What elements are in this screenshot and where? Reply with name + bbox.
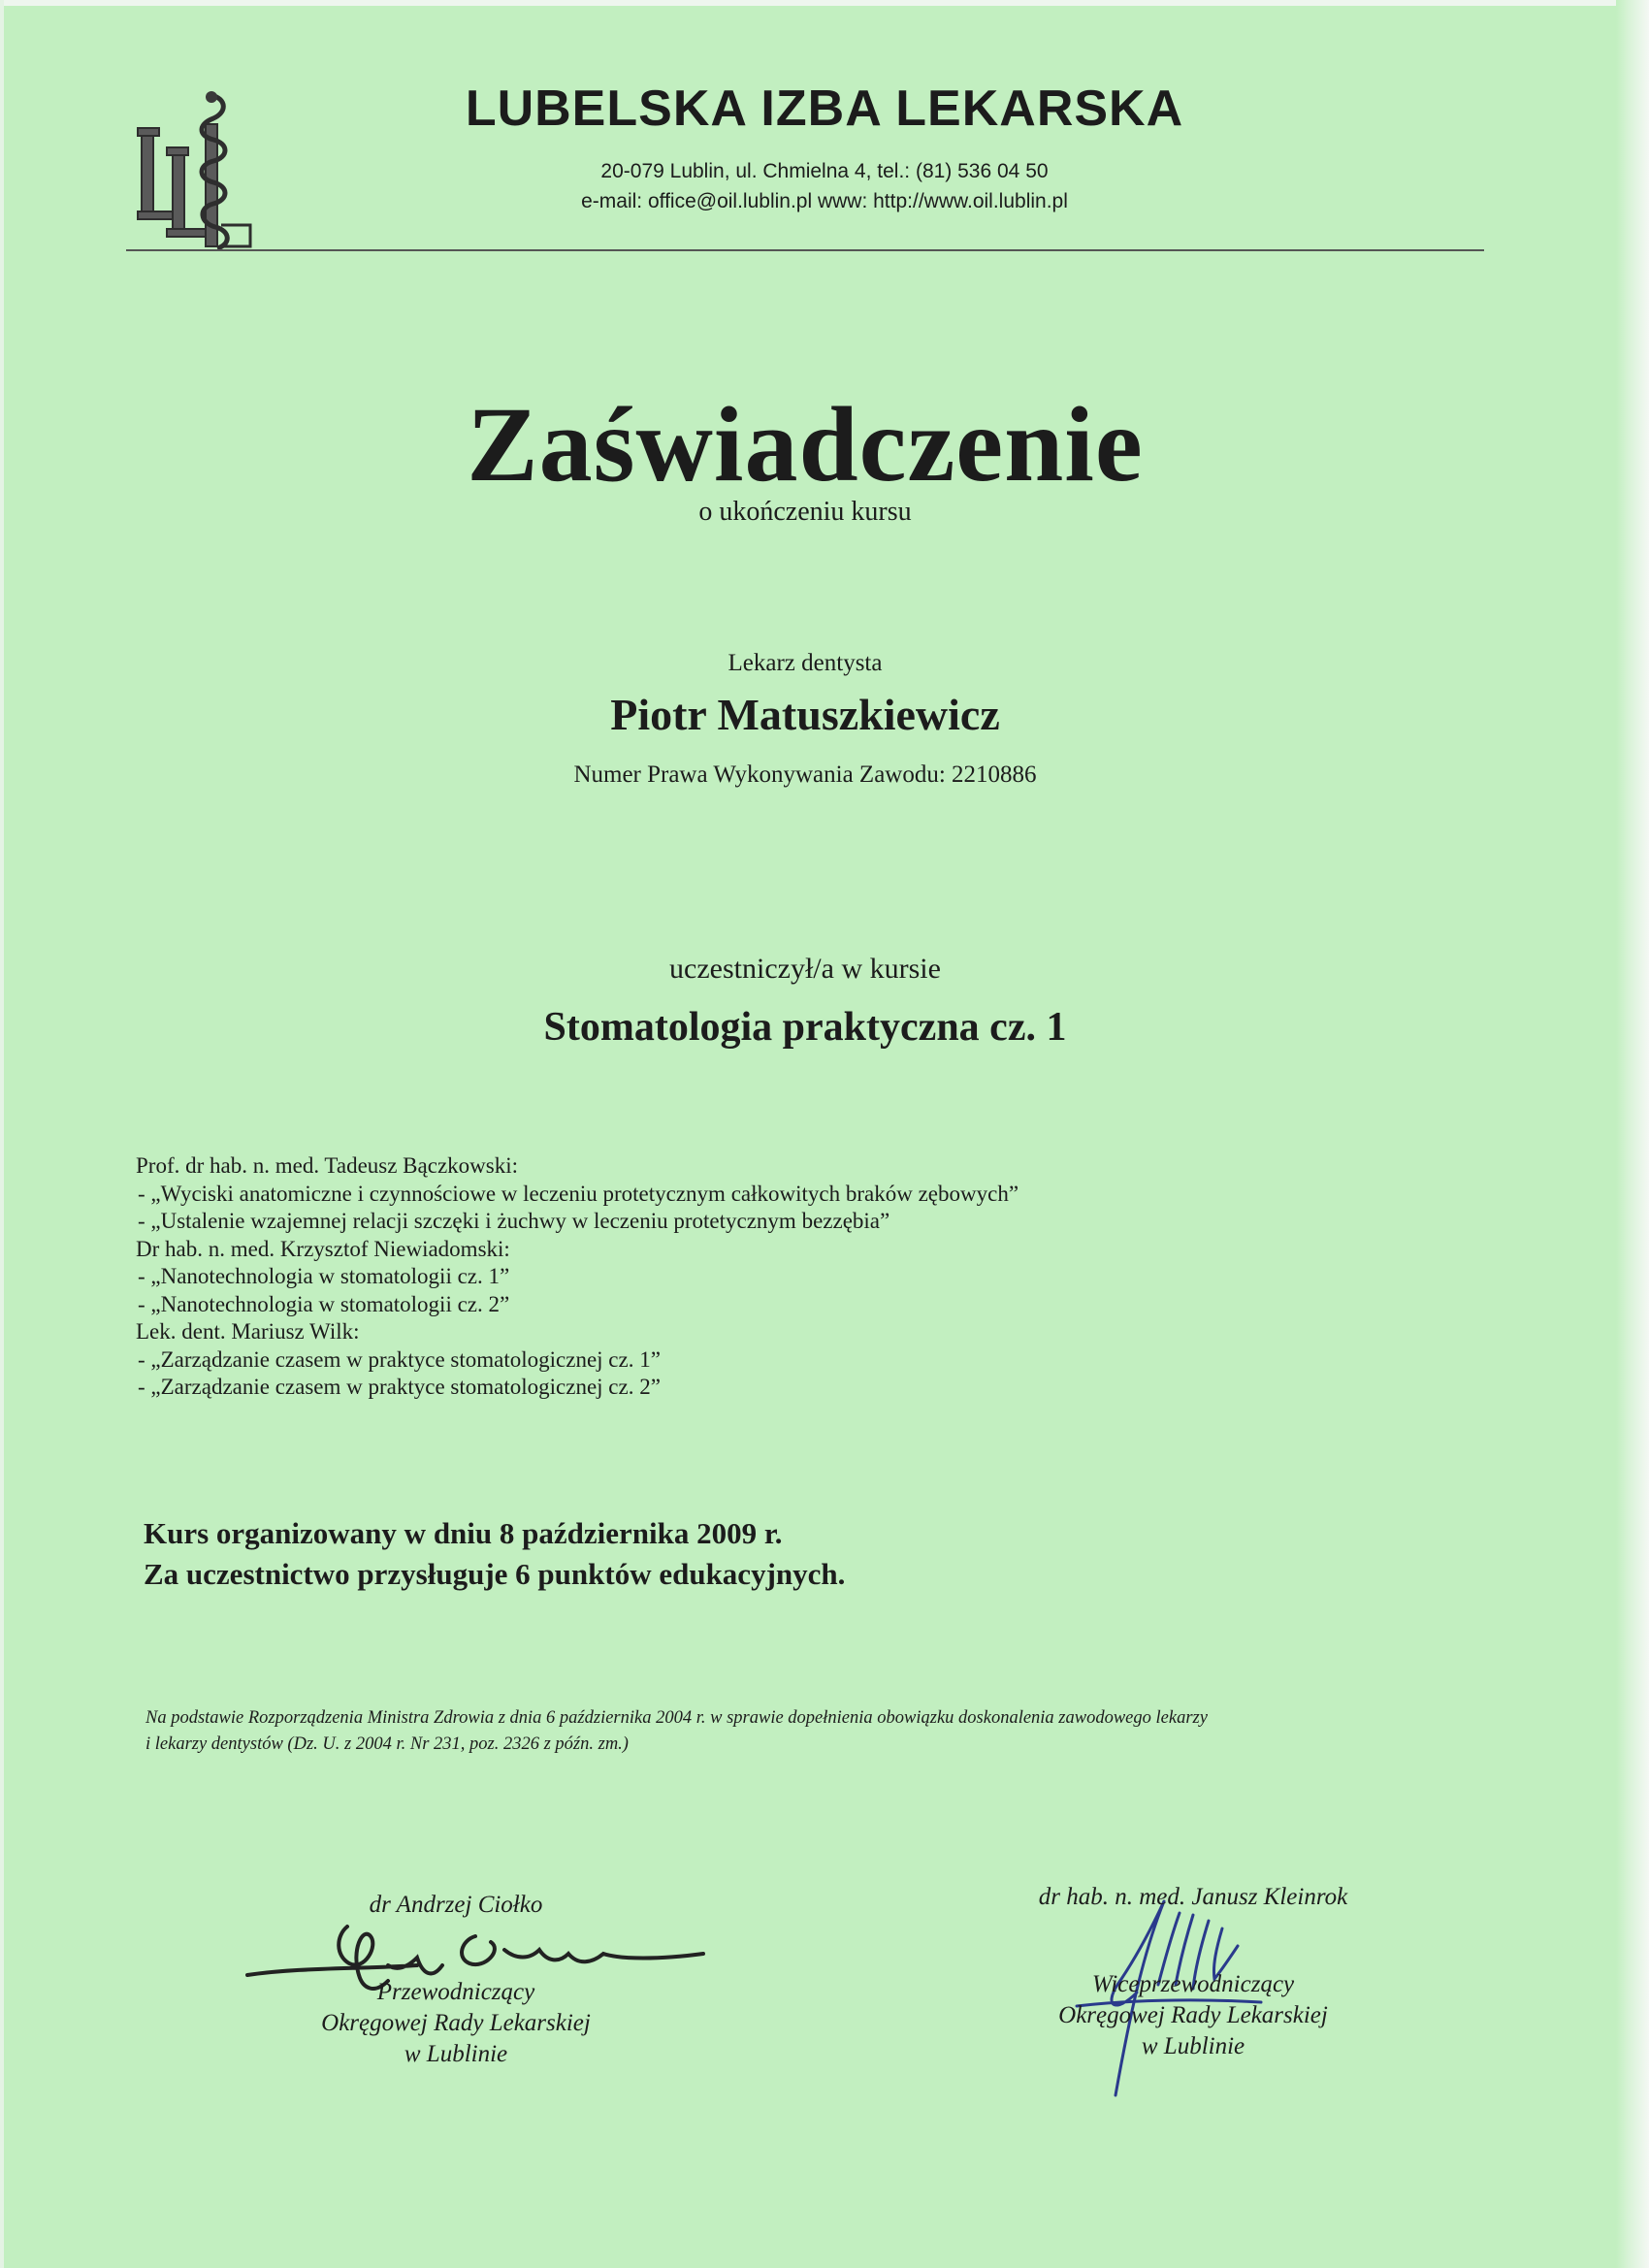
signatory-name: dr hab. n. med. Janusz Kleinrok [1038, 1884, 1348, 1910]
signatory-role: w Lublinie [404, 2041, 508, 2067]
certificate-title: Zaświadczenie [467, 385, 1144, 503]
signatory-role: Wiceprzewodniczący [1091, 1971, 1295, 1997]
lecture-item: - „Nanotechnologia w stomatologii cz. 2” [138, 1291, 510, 1316]
education-points: Za uczestnictwo przysługuje 6 punktów edukacyjnych. [144, 1557, 846, 1591]
legal-basis-line: i lekarzy dentystów (Dz. U. z 2004 r. Nr 231, poz. 2326 z późn. zm.) [146, 1734, 629, 1754]
lecture-item: - „Ustalenie wzajemnej relacji szczęki i żuchwy w leczeniu protetycznym bezzębia” [138, 1209, 890, 1233]
scan-edge-left [0, 0, 4, 2268]
course-date: Kurs organizowany w dniu 8 października 2009 r. [144, 1516, 783, 1550]
signatory-name: dr Andrzej Ciołko [369, 1892, 543, 1918]
lecture-item: - „Nanotechnologia w stomatologii cz. 1” [138, 1264, 510, 1288]
org-address: 20-079 Lublin, ul. Chmielna 4, tel.: (81) 536 04 50 [600, 160, 1049, 182]
lecturer-name: Lek. dent. Mariusz Wilk: [136, 1319, 360, 1344]
lecture-item: - „Zarządzanie czasem w praktyce stomatologicznej cz. 1” [138, 1346, 661, 1372]
scan-edge-right [1616, 0, 1649, 2268]
org-name: LUBELSKA IZBA LEKARSKA [465, 81, 1184, 137]
recipient-name: Piotr Matuszkiewicz [610, 690, 1000, 739]
signatory-role: Okręgowej Rady Lekarskiej [1058, 2002, 1328, 2028]
signatory-role: Przewodniczący [376, 1979, 535, 2005]
oil-logo-caduceus-icon [134, 89, 299, 254]
header-divider [126, 249, 1484, 251]
course-info [144, 1513, 1405, 1595]
scan-edge-top [0, 0, 1649, 6]
course-program [136, 1152, 1397, 1402]
lecture-item: - „Wyciski anatomiczne i czynnościowe w leczeniu protetycznym całkowitych braków zębowych” [138, 1181, 1019, 1206]
signature-block-vice-chairman [989, 1882, 1397, 2062]
license-number: Numer Prawa Wykonywania Zawodu: 2210886 [573, 761, 1037, 788]
signatory-role: w Lublinie [1141, 2033, 1245, 2059]
legal-basis-line: Na podstawie Rozporządzenia Ministra Zdrowia z dnia 6 października 2004 r. w sprawie dopełnienia obowiązku doskonalenia zawodowego lekarzy [146, 1708, 1208, 1728]
certificate-subtitle: o ukończeniu kursu [698, 497, 912, 527]
lecturer-name: Prof. dr hab. n. med. Tadeusz Bączkowski: [136, 1153, 518, 1178]
participation-text: uczestniczył/a w kursie [669, 953, 941, 985]
signature-block-chairman [252, 1890, 660, 2070]
lecturer-name: Dr hab. n. med. Krzysztof Niewiadomski: [136, 1236, 510, 1261]
org-contact: e-mail: office@oil.lublin.pl www: http://www.oil.lublin.pl [581, 190, 1068, 212]
lecture-item: - „Zarządzanie czasem w praktyce stomatologicznej cz. 2” [138, 1375, 661, 1399]
signatory-role: Okręgowej Rady Lekarskiej [321, 2010, 591, 2036]
course-name: Stomatologia praktyczna cz. 1 [543, 1005, 1067, 1050]
recipient-role: Lekarz dentysta [728, 650, 883, 676]
legal-basis [146, 1705, 1445, 1758]
